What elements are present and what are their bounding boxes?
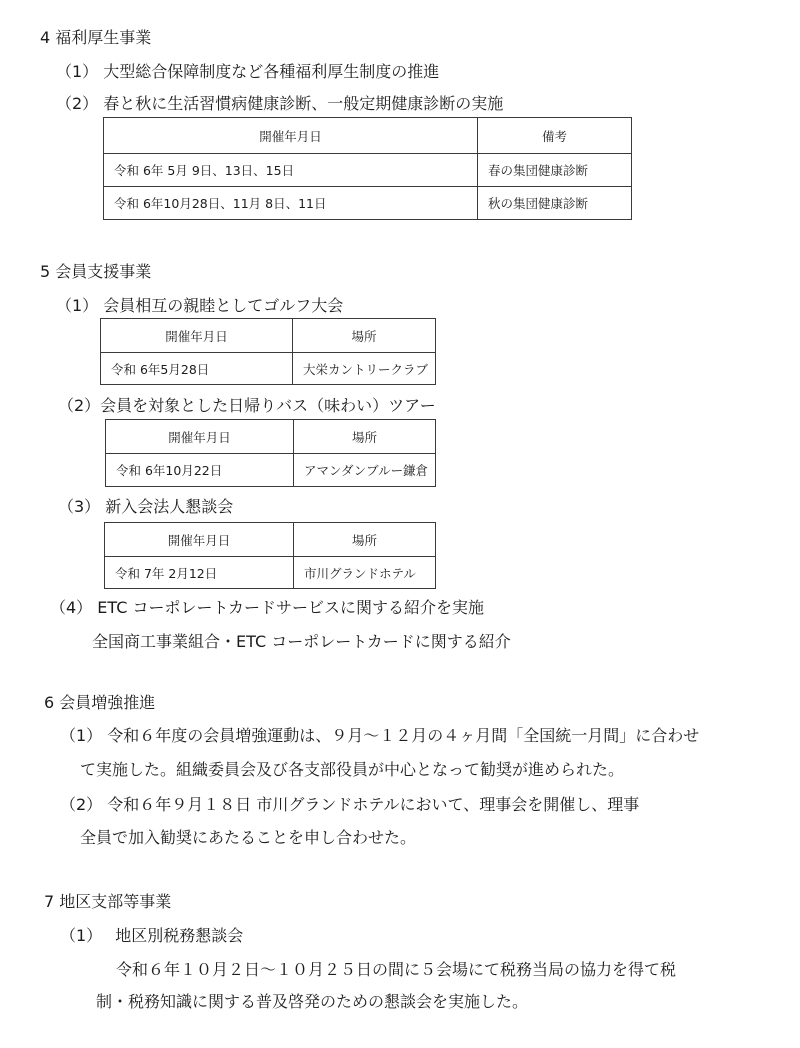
- table-header-date: 開催年月日: [106, 420, 294, 454]
- section-4-heading: 4 福利厚生事業: [40, 28, 152, 47]
- section-7-heading: 7 地区支部等事業: [44, 892, 172, 911]
- table-header-row: [101, 319, 436, 353]
- section-5-heading: 5 会員支援事業: [40, 262, 152, 281]
- table-row: [105, 557, 436, 589]
- table-header-place: 場所: [293, 319, 436, 353]
- section-5-item-1: （1） 会員相互の親睦としてゴルフ大会: [56, 296, 344, 315]
- table-cell-date: 令和 6年10月28日、11月 8日、11日: [104, 187, 478, 220]
- section-5-item-2: （2）会員を対象とした日帰りバス（味わい）ツアー: [58, 396, 436, 415]
- table-row: [101, 353, 436, 385]
- section-7-item-1: （1） 地区別税務懇談会: [60, 926, 244, 945]
- table-cell-place: 大栄カントリークラブ: [293, 353, 436, 385]
- table-cell-date: 令和 6年10月22日: [106, 454, 294, 487]
- table-row: [104, 187, 632, 220]
- table-header-place: 場所: [294, 420, 436, 454]
- table-row: [104, 154, 632, 187]
- section-5-item-4: （4） ETC コーポレートカードサービスに関する紹介を実施: [50, 598, 484, 617]
- table-header-row: [105, 523, 436, 557]
- table-cell-note: 春の集団健康診断: [478, 154, 632, 187]
- table-header-row: [106, 420, 436, 454]
- table-cell-date: 令和 6年5月28日: [101, 353, 293, 385]
- new-member-table: [104, 522, 436, 589]
- table-cell-date: 令和 7年 2月12日: [105, 557, 294, 589]
- section-6-item-1-line-1: （1） 令和６年度の会員増強運動は、９月～１２月の４ヶ月間「全国統一月間」に合わせ: [60, 726, 700, 745]
- section-5-item-3: （3） 新入会法人懇談会: [58, 497, 234, 516]
- section-7-paragraph-line-2: 制・税務知識に関する普及啓発のための懇談会を実施した。: [96, 992, 529, 1011]
- section-4-item-2: （2） 春と秋に生活習慣病健康診断、一般定期健康診断の実施: [56, 94, 504, 113]
- golf-table: [100, 318, 436, 385]
- section-7-paragraph-line-1: 令和６年１０月２日～１０月２５日の間に５会場にて税務当局の協力を得て税: [116, 960, 677, 979]
- table-cell-date: 令和 6年 5月 9日、13日、15日: [104, 154, 478, 187]
- table-header-date: 開催年月日: [101, 319, 293, 353]
- table-header-date: 開催年月日: [105, 523, 294, 557]
- table-cell-note: 秋の集団健康診断: [478, 187, 632, 220]
- section-6-item-2-line-1: （2） 令和６年９月１８日 市川グランドホテルにおいて、理事会を開催し、理事: [60, 795, 640, 814]
- section-6-item-2-line-2: 全員で加入勧奨にあたることを申し合わせた。: [80, 828, 417, 847]
- section-6-item-1-line-2: て実施した。組織委員会及び各支部役員が中心となって勧奨が進められた。: [80, 760, 625, 779]
- section-4-item-1: （1） 大型総合保障制度など各種福利厚生制度の推進: [56, 62, 440, 81]
- table-header-note: 備考: [478, 118, 632, 154]
- section-6-heading: 6 会員増強推進: [44, 693, 156, 712]
- table-row: [106, 454, 436, 487]
- health-checkup-table: [103, 117, 632, 220]
- table-cell-place: アマンダンブルー鎌倉: [294, 454, 436, 487]
- bus-tour-table: [105, 419, 436, 487]
- table-header-place: 場所: [294, 523, 436, 557]
- table-header-row: [104, 118, 632, 154]
- table-cell-place: 市川グランドホテル: [294, 557, 436, 589]
- section-5-item-4-detail: 全国商工事業組合・ETC コーポレートカードに関する紹介: [92, 632, 511, 651]
- table-header-date: 開催年月日: [104, 118, 478, 154]
